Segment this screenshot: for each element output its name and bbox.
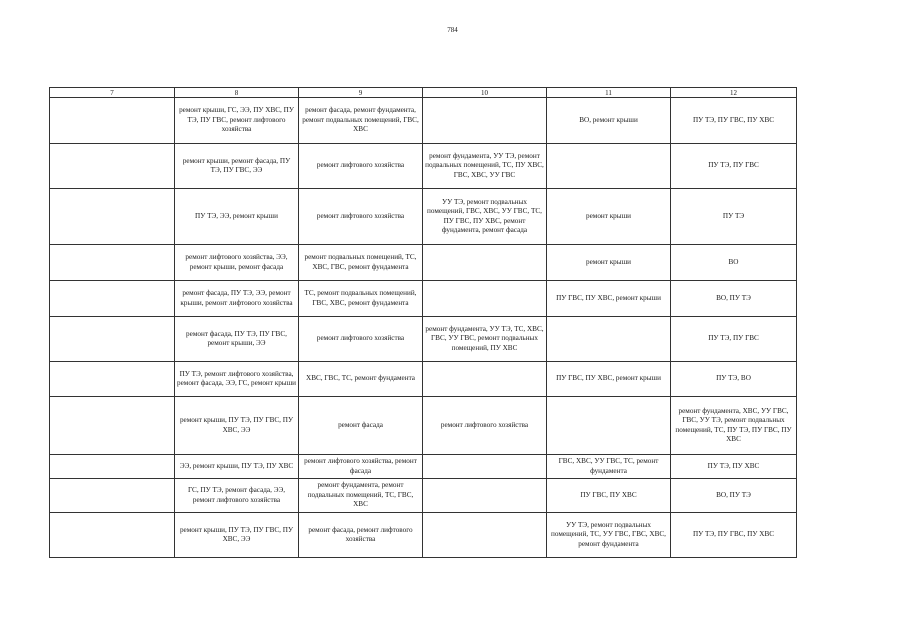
- table-cell: ПУ ТЭ, ПУ ГВС, ПУ ХВС: [671, 98, 797, 144]
- table-cell: ГВС, ХВС, УУ ГВС, ТС, ремонт фундамента: [547, 455, 671, 479]
- table-row: [50, 144, 797, 189]
- header-row: [50, 88, 797, 98]
- column-header: 9: [299, 88, 423, 98]
- table-cell: ремонт фундамента, ремонт подвальных помещений, ТС, ГВС, ХВС: [299, 479, 423, 513]
- table-cell: ПУ ТЭ, ПУ ГВС: [671, 317, 797, 362]
- table-cell: [50, 479, 175, 513]
- table-row: [50, 189, 797, 245]
- table-cell: ПУ ГВС, ПУ ХВС, ремонт крыши: [547, 362, 671, 397]
- table-cell: ремонт фундамента, ХВС, УУ ГВС, ГВС, УУ ТЭ, ремонт подвальных помещений, ТС, ПУ ТЭ, ПУ ГВС, ПУ ХВС: [671, 397, 797, 455]
- column-header: 10: [423, 88, 547, 98]
- table-cell: ВО, ПУ ТЭ: [671, 281, 797, 317]
- table-cell: ремонт фундамента, УУ ТЭ, ремонт подвальных помещений, ТС, ПУ ХВС, ГВС, ХВС, УУ ГВС: [423, 144, 547, 189]
- table-cell: ПУ ТЭ, ПУ ХВС: [671, 455, 797, 479]
- table-row: [50, 98, 797, 144]
- table-cell: УУ ТЭ, ремонт подвальных помещений, ТС, УУ ГВС, ГВС, ХВС, ремонт фундамента: [547, 513, 671, 558]
- table-row: [50, 362, 797, 397]
- table-row: [50, 455, 797, 479]
- table-cell: ПУ ТЭ: [671, 189, 797, 245]
- table-row: [50, 479, 797, 513]
- table-cell: ремонт фасада: [299, 397, 423, 455]
- table-cell: ГС, ПУ ТЭ, ремонт фасада, ЭЭ, ремонт лифтового хозяйства: [175, 479, 299, 513]
- table-cell: ремонт подвальных помещений, ТС, ХВС, ГВС, ремонт фундамента: [299, 245, 423, 281]
- table-cell: ремонт фасада, ремонт фундамента, ремонт подвальных помещений, ГВС, ХВС: [299, 98, 423, 144]
- table-row: [50, 317, 797, 362]
- column-header: 7: [50, 88, 175, 98]
- table-cell: ремонт лифтового хозяйства, ремонт фасада: [299, 455, 423, 479]
- table-cell: [50, 144, 175, 189]
- table-cell: [50, 189, 175, 245]
- table-cell: ремонт лифтового хозяйства: [299, 189, 423, 245]
- table-cell: ЭЭ, ремонт крыши, ПУ ТЭ, ПУ ХВС: [175, 455, 299, 479]
- table-cell: [423, 281, 547, 317]
- table-cell: ремонт лифтового хозяйства: [423, 397, 547, 455]
- table-cell: [423, 513, 547, 558]
- repair-works-table: [49, 87, 797, 558]
- table-cell: [547, 397, 671, 455]
- table-cell: [50, 281, 175, 317]
- table-cell: ВО, ПУ ТЭ: [671, 479, 797, 513]
- table-cell: [50, 513, 175, 558]
- table-cell: ремонт крыши, ремонт фасада, ПУ ТЭ, ПУ ГВС, ЭЭ: [175, 144, 299, 189]
- table-cell: [423, 362, 547, 397]
- table-cell: ПУ ТЭ, ремонт лифтового хозяйства, ремонт фасада, ЭЭ, ГС, ремонт крыши: [175, 362, 299, 397]
- table-cell: ВО: [671, 245, 797, 281]
- table-row: [50, 281, 797, 317]
- column-header: 12: [671, 88, 797, 98]
- table-cell: [547, 144, 671, 189]
- table-row: [50, 513, 797, 558]
- table-row: [50, 397, 797, 455]
- table-cell: [423, 245, 547, 281]
- table-cell: ПУ ГВС, ПУ ХВС: [547, 479, 671, 513]
- table-cell: [50, 98, 175, 144]
- table-cell: ремонт крыши, ГС, ЭЭ, ПУ ХВС, ПУ ТЭ, ПУ ГВС, ремонт лифтового хозяйства: [175, 98, 299, 144]
- table-cell: ремонт лифтового хозяйства: [299, 144, 423, 189]
- table-cell: ПУ ТЭ, ПУ ГВС, ПУ ХВС: [671, 513, 797, 558]
- table-cell: [547, 317, 671, 362]
- table-cell: [423, 455, 547, 479]
- table-cell: ремонт фасада, ПУ ТЭ, ПУ ГВС, ремонт крыши, ЭЭ: [175, 317, 299, 362]
- table-cell: ремонт крыши: [547, 189, 671, 245]
- table-cell: ПУ ТЭ, ПУ ГВС: [671, 144, 797, 189]
- table-cell: ремонт фасада, ПУ ТЭ, ЭЭ, ремонт крыши, ремонт лифтового хозяйства: [175, 281, 299, 317]
- table-cell: [50, 317, 175, 362]
- table-cell: ВО, ремонт крыши: [547, 98, 671, 144]
- table-cell: ремонт крыши: [547, 245, 671, 281]
- column-header: 8: [175, 88, 299, 98]
- table-cell: ремонт лифтового хозяйства, ЭЭ, ремонт крыши, ремонт фасада: [175, 245, 299, 281]
- table-cell: [50, 455, 175, 479]
- table-cell: [423, 98, 547, 144]
- table-cell: [50, 245, 175, 281]
- table-cell: ремонт крыши, ПУ ТЭ, ПУ ГВС, ПУ ХВС, ЭЭ: [175, 513, 299, 558]
- column-header: 11: [547, 88, 671, 98]
- table-cell: [423, 479, 547, 513]
- table-cell: ПУ ТЭ, ЭЭ, ремонт крыши: [175, 189, 299, 245]
- table-row: [50, 245, 797, 281]
- table-cell: ХВС, ГВС, ТС, ремонт фундамента: [299, 362, 423, 397]
- table-cell: УУ ТЭ, ремонт подвальных помещений, ГВС, ХВС, УУ ГВС, ТС, ПУ ГВС, ПУ ХВС, ремонт фундамента, ремонт фасада: [423, 189, 547, 245]
- table-cell: [50, 362, 175, 397]
- table-cell: ремонт фасада, ремонт лифтового хозяйства: [299, 513, 423, 558]
- table-cell: ремонт фундамента, УУ ТЭ, ТС, ХВС, ГВС, УУ ГВС, ремонт подвальных помещений, ПУ ХВС: [423, 317, 547, 362]
- table-cell: ремонт лифтового хозяйства: [299, 317, 423, 362]
- table-cell: ПУ ГВС, ПУ ХВС, ремонт крыши: [547, 281, 671, 317]
- table-cell: [50, 397, 175, 455]
- table-cell: ТС, ремонт подвальных помещений, ГВС, ХВС, ремонт фундамента: [299, 281, 423, 317]
- table-cell: ремонт крыши, ПУ ТЭ, ПУ ГВС, ПУ ХВС, ЭЭ: [175, 397, 299, 455]
- page-number: 784: [447, 26, 458, 34]
- table-cell: ПУ ТЭ, ВО: [671, 362, 797, 397]
